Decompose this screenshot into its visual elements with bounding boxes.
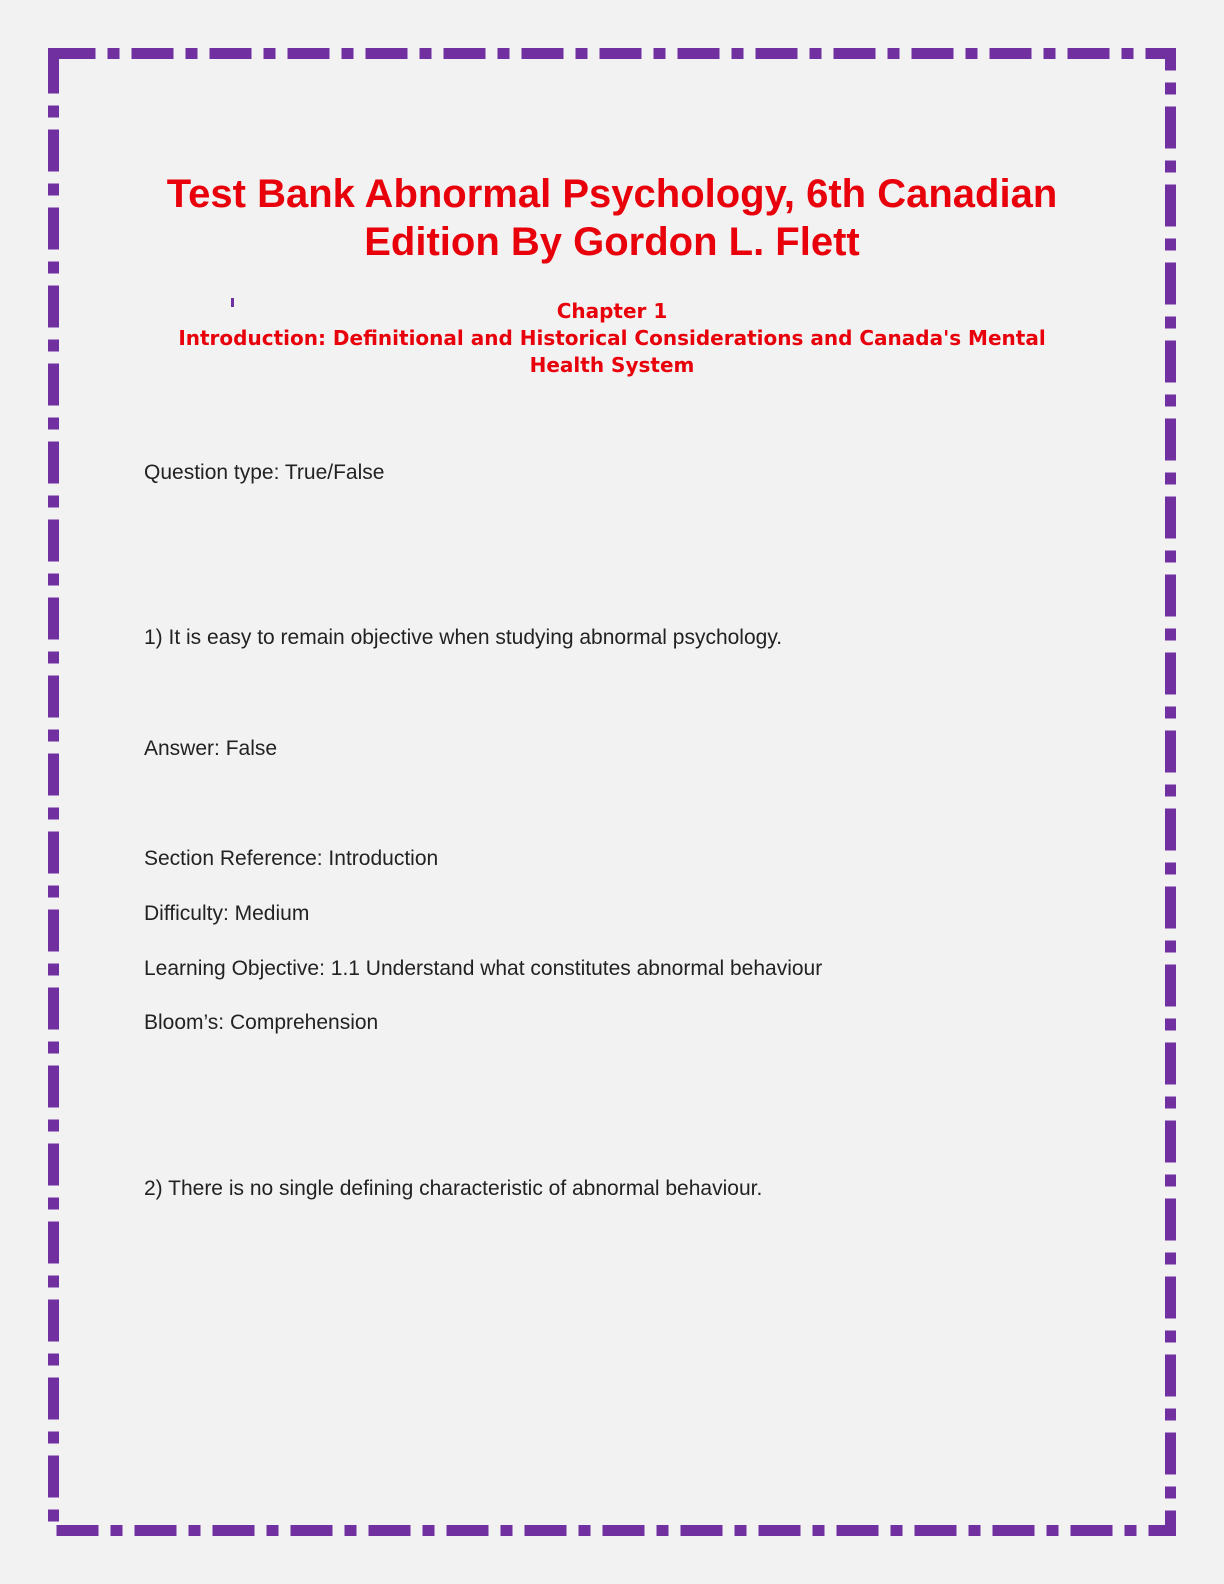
document-title: Test Bank Abnormal Psychology, 6th Canadian Edition By Gordon L. Flett <box>166 172 1058 264</box>
chapter-title: Introduction: Definitional and Historical Considerations and Canada's Mental Health System <box>178 326 1046 377</box>
question-type: Question type: True/False <box>144 461 385 484</box>
chapter-label: Chapter 1 <box>556 299 668 323</box>
chapter-heading <box>140 298 1084 379</box>
question-2: 2) There is no single defining characteristic of abnormal behaviour. <box>144 1177 763 1200</box>
learning-objective-1: Learning Objective: 1.1 Understand what constitutes abnormal behaviour <box>144 957 823 980</box>
answer-1: Answer: False <box>144 737 278 760</box>
question-1: 1) It is easy to remain objective when studying abnormal psychology. <box>144 626 783 649</box>
section-reference-1: Section Reference: Introduction <box>144 847 439 870</box>
blooms-1: Bloom’s: Comprehension <box>144 1011 379 1034</box>
difficulty-1: Difficulty: Medium <box>144 902 310 925</box>
